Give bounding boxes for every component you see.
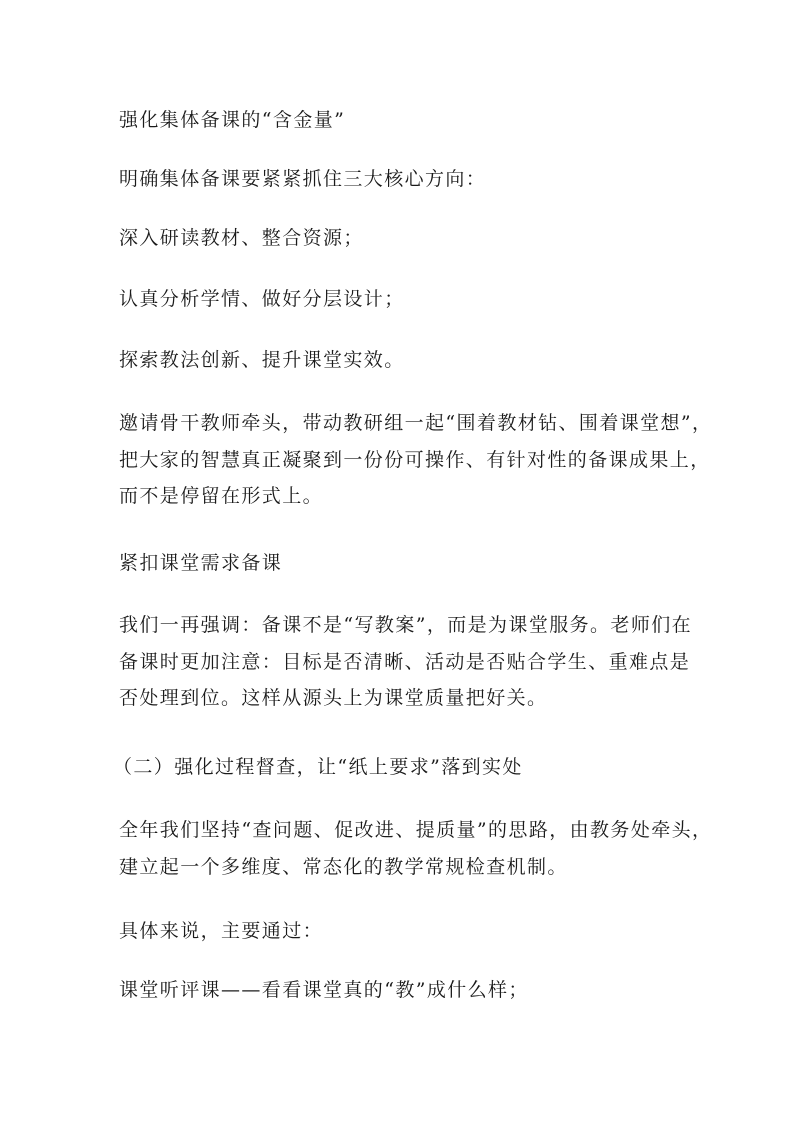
text-line: 建立起一个多维度、常态化的教学常规检查机制。	[119, 855, 568, 878]
text-line: 而不是停留在形式上。	[119, 485, 324, 507]
paragraph-backbone-teachers	[119, 405, 713, 515]
text-line: 把大家的智慧真正凝聚到一份份可操作、有针对性的备课成果上，	[119, 448, 711, 471]
paragraph-lesson-prep-emphasis	[119, 607, 693, 717]
list-item-study-materials: 深入研读教材、整合资源；	[119, 227, 364, 249]
list-item-teaching-innovation: 探索教法创新、提升课堂实效。	[119, 349, 405, 371]
text-line: 我们一再强调：备课不是“写教案”，而是为课堂服务。老师们在	[119, 614, 693, 636]
list-item-classroom-observation: 课堂听评课——看看课堂真的“教”成什么样；	[119, 979, 529, 1001]
paragraph-inspection-mechanism	[119, 812, 713, 885]
paragraph-core-directions-intro: 明确集体备课要紧紧抓住三大核心方向：	[119, 168, 487, 190]
heading-classroom-needs: 紧扣课堂需求备课	[119, 552, 283, 574]
text-line: 邀请骨干教师牵头，带动教研组一起“围着教材钻、围着课堂想”，	[119, 412, 713, 434]
list-item-analyze-students: 认真分析学情、做好分层设计；	[119, 288, 405, 310]
heading-collective-lesson-prep: 强化集体备课的“含金量”	[119, 109, 346, 131]
paragraph-specifically: 具体来说，主要通过：	[119, 920, 324, 942]
text-line: 否处理到位。这样从源头上为课堂质量把好关。	[119, 687, 548, 709]
text-line: 备课时更加注意：目标是否清晰、活动是否贴合学生、重难点是	[119, 650, 691, 673]
text-line: 全年我们坚持“查问题、促改进、提质量”的思路，由教务处牵头，	[119, 819, 713, 841]
section-heading-process-supervision: （二）强化过程督查，让“纸上要求”落到实处	[113, 756, 523, 778]
